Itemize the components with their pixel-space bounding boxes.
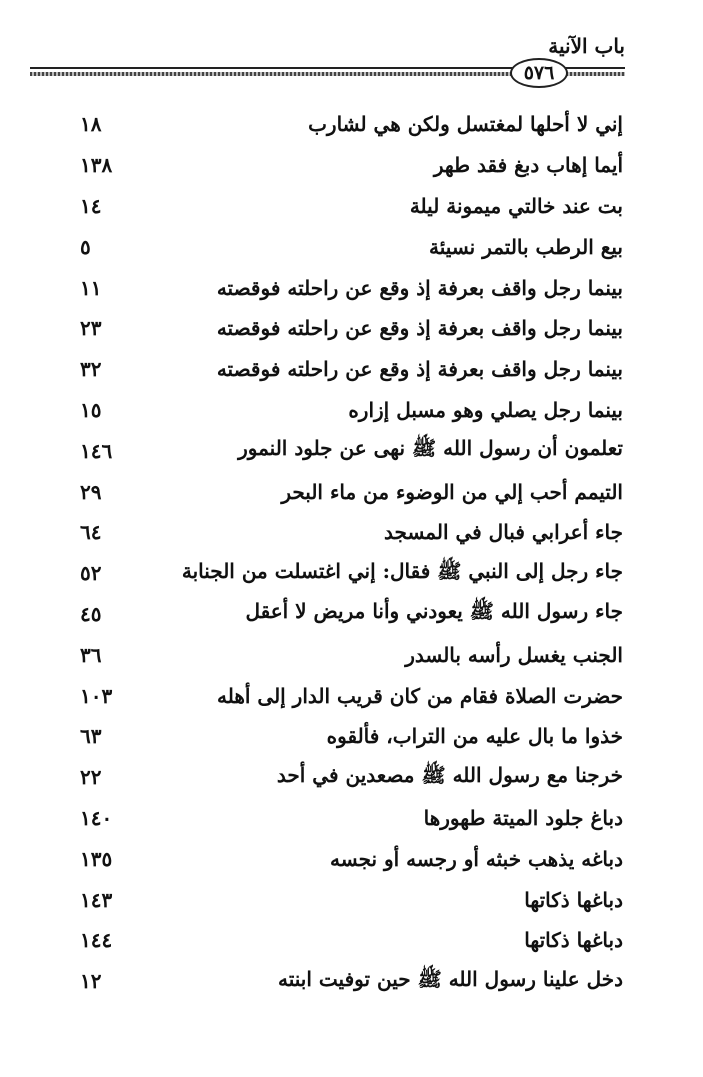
index-entry xyxy=(80,920,623,961)
index-entry xyxy=(80,308,623,349)
entry-text: بيع الرطب بالتمر نسيئة xyxy=(429,234,623,259)
page-number: ٥٧٦ xyxy=(510,58,568,88)
entry-text: إني لا أحلها لمغتسل ولكن هي لشارب xyxy=(308,112,623,137)
entry-number: ١٣٥ xyxy=(80,846,113,871)
index-entry xyxy=(80,226,623,267)
entry-text: بينما رجل واقف بعرفة إذ وقع عن راحلته فوقصته xyxy=(216,316,623,341)
index-entry xyxy=(80,634,623,675)
index-entry xyxy=(80,430,623,471)
entry-text: أيما إهاب دبغ فقد طهر xyxy=(433,153,623,178)
entry-number: ٥٢ xyxy=(80,561,102,586)
entry-number: ٥ xyxy=(80,234,91,259)
entry-text: بينما رجل واقف بعرفة إذ وقع عن راحلته فوقصته xyxy=(216,357,623,382)
entry-text: حضرت الصلاة فقام من كان قريب الدار إلى أهله xyxy=(216,683,623,708)
entry-text: دباغه يذهب خبثه أو رجسه أو نجسه xyxy=(330,846,623,871)
entry-text: بت عند خالتي ميمونة ليلة xyxy=(409,193,623,218)
entry-number: ٦٣ xyxy=(80,724,102,749)
entry-number: ٤٥ xyxy=(80,601,102,626)
entry-text: تعلمون أن رسول الله ﷺ نهى عن جلود النمور xyxy=(238,436,623,461)
index-entry xyxy=(80,757,623,798)
index-entry xyxy=(80,349,623,390)
entry-number: ١٥ xyxy=(80,397,102,422)
entry-number: ٣٦ xyxy=(80,642,102,667)
entry-number: ١٠٣ xyxy=(80,683,113,708)
entry-number: ١٤ xyxy=(80,193,102,218)
entry-number: ٢٣ xyxy=(80,316,102,341)
entry-text: دباغها ذكاتها xyxy=(524,928,623,953)
entry-text: خذوا ما بال عليه من التراب، فألقوه xyxy=(326,724,623,749)
entry-number: ٢٩ xyxy=(80,479,102,504)
entry-text: جاء رسول الله ﷺ يعودني وأنا مريض لا أعقل xyxy=(245,599,623,624)
index-entry xyxy=(80,716,623,757)
index-entry xyxy=(80,798,623,839)
entry-number: ٣٢ xyxy=(80,357,102,382)
index-entry xyxy=(80,186,623,227)
entry-number: ٢٢ xyxy=(80,765,102,790)
entry-number: ١٤٦ xyxy=(80,438,113,463)
index-entry xyxy=(80,838,623,879)
entry-number: ١٣٨ xyxy=(80,153,113,178)
entry-text: دخل علينا رسول الله ﷺ حين توفيت ابنته xyxy=(278,966,623,991)
index-entry xyxy=(80,594,623,635)
index-entry xyxy=(80,879,623,920)
entry-number: ٦٤ xyxy=(80,520,102,545)
entry-text: بينما رجل يصلي وهو مسبل إزاره xyxy=(348,397,623,422)
entry-text: بينما رجل واقف بعرفة إذ وقع عن راحلته فوقصته xyxy=(216,275,623,300)
entry-text: جاء أعرابي فبال في المسجد xyxy=(384,520,623,545)
entry-number: ١٨ xyxy=(80,112,102,137)
index-entry xyxy=(80,961,623,1002)
index-entry xyxy=(80,553,623,594)
hadith-index-list xyxy=(80,104,623,1002)
index-entry xyxy=(80,104,623,145)
index-entry xyxy=(80,390,623,431)
entry-text: دباغ جلود الميتة طهورها xyxy=(423,805,623,830)
entry-text: جاء رجل إلى النبي ﷺ فقال: إني اغتسلت من الجنابة xyxy=(181,558,623,583)
index-entry xyxy=(80,145,623,186)
index-entry xyxy=(80,675,623,716)
index-entry xyxy=(80,512,623,553)
entry-number: ١٤٣ xyxy=(80,887,113,912)
entry-text: خرجنا مع رسول الله ﷺ مصعدين في أحد xyxy=(276,762,623,787)
chapter-title: باب الآنية xyxy=(548,34,625,58)
entry-text: التيمم أحب إلي من الوضوء من ماء البحر xyxy=(281,479,623,504)
entry-number: ١٤٤ xyxy=(80,928,113,953)
entry-text: دباغها ذكاتها xyxy=(524,887,623,912)
index-entry xyxy=(80,267,623,308)
entry-text: الجنب يغسل رأسه بالسدر xyxy=(405,642,623,667)
index-entry xyxy=(80,471,623,512)
entry-number: ١٤٠ xyxy=(80,805,113,830)
entry-number: ١٢ xyxy=(80,969,102,994)
entry-number: ١١ xyxy=(80,275,102,300)
